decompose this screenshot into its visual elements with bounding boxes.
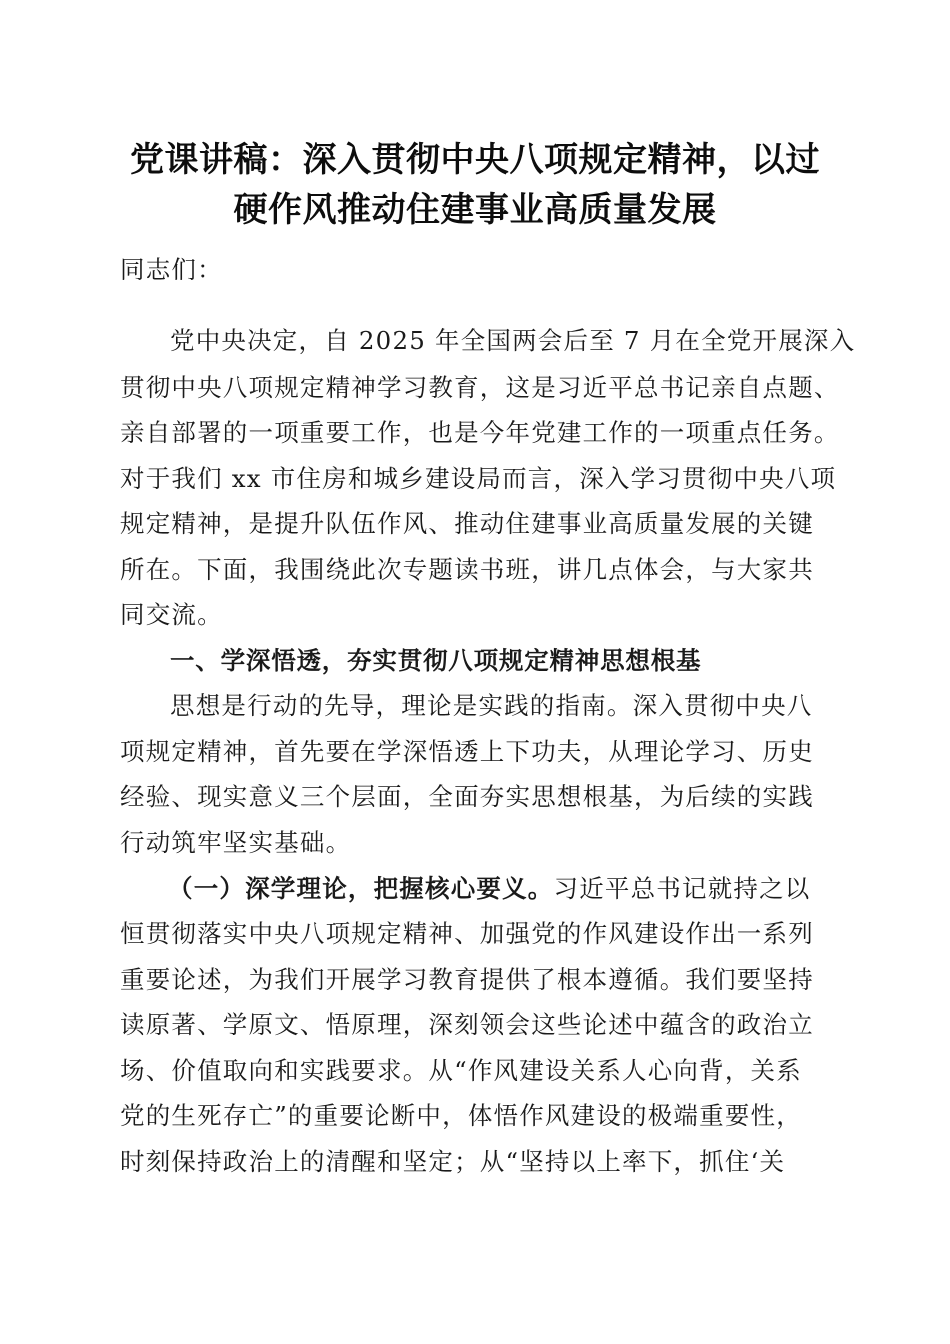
document-title-line-2: 硬作风推动住建事业高质量发展 [233, 190, 717, 230]
subsection1-first-line [168, 871, 811, 907]
subsection1-line: 读原著、学原文、悟原理，深刻领会这些论述中蕴含的政治立 [120, 1010, 814, 1039]
subsection1-line: 党的生死存亡”的重要论断中，体悟作风建设的极端重要性， [120, 1101, 802, 1130]
subsection1-line: 时刻保持政治上的清醒和坚定；从“坚持以上率下，抓住‘关 [120, 1147, 786, 1176]
subsection1-first-text: 习近平总书记就持之以 [553, 874, 811, 903]
intro-line: 党中央决定，自 2025 年全国两会后至 7 月在全党开展深入 [170, 326, 856, 355]
subsection-heading-1: （一）深学理论，把握核心要义。 [168, 874, 554, 903]
intro-line: 亲自部署的一项重要工作，也是今年党建工作的一项重点任务。 [120, 418, 840, 447]
section-heading-1: 一、学深悟透，夯实贯彻八项规定精神思想根基 [170, 646, 702, 675]
intro-line: 对于我们 xx 市住房和城乡建设局而言，深入学习贯彻中央八项 [120, 464, 837, 493]
intro-line: 规定精神，是提升队伍作风、推动住建事业高质量发展的关键 [120, 509, 814, 538]
intro-line: 所在。下面，我围绕此次专题读书班，讲几点体会，与大家共 [120, 555, 814, 584]
section1-line: 项规定精神，首先要在学深悟透上下功夫，从理论学习、历史 [120, 737, 814, 766]
subsection1-line: 场、价值取向和实践要求。从“作风建设关系人心向背，关系 [120, 1056, 802, 1085]
intro-line: 贯彻中央八项规定精神学习教育，这是习近平总书记亲自点题、 [120, 373, 840, 402]
section1-line: 思想是行动的先导，理论是实践的指南。深入贯彻中央八 [170, 691, 813, 720]
section1-line: 经验、现实意义三个层面，全面夯实思想根基，为后续的实践 [120, 782, 814, 811]
intro-line: 同交流。 [120, 600, 223, 629]
document-title-line-1: 党课讲稿：深入贯彻中央八项规定精神，以过 [130, 140, 820, 180]
salutation: 同志们： [120, 255, 223, 284]
subsection1-line: 恒贯彻落实中央八项规定精神、加强党的作风建设作出一系列 [120, 919, 814, 948]
section1-line: 行动筑牢坚实基础。 [120, 828, 352, 857]
subsection1-line: 重要论述，为我们开展学习教育提供了根本遵循。我们要坚持 [120, 965, 814, 994]
